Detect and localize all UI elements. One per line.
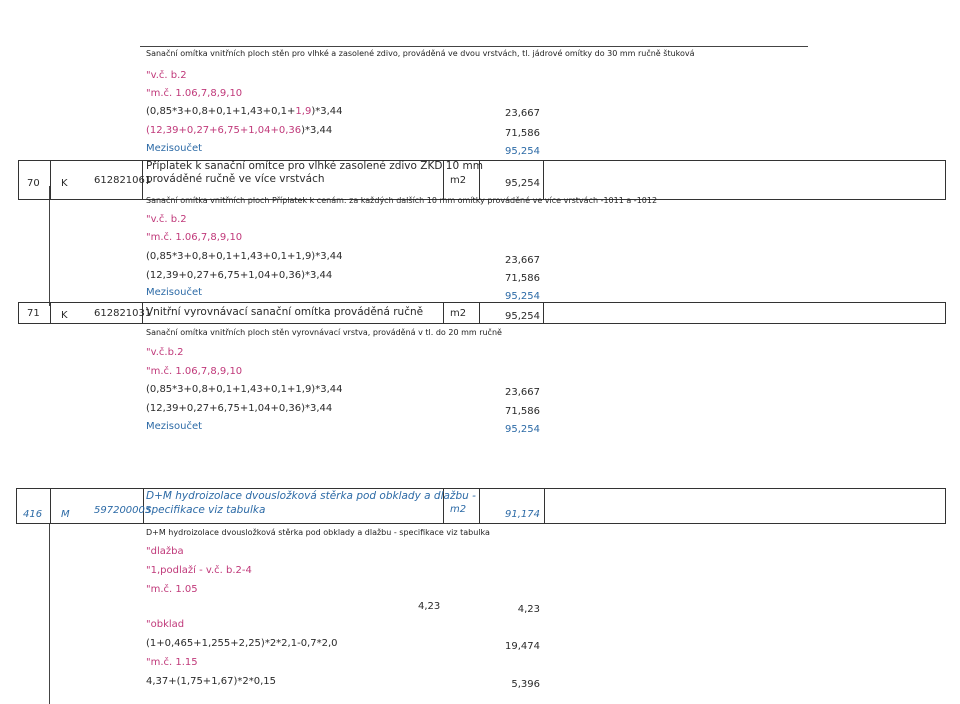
row416-desc-line2: specifikace viz tabulka [146,504,266,516]
s4-value-1: 4,23 [517,604,540,615]
s3-value-1: 23,667 [505,387,540,398]
s1-subtotal-label: Mezisoučet [146,143,203,154]
row416-desc-line1: D+M hydroizolace dvousložková stěrka pod obklady a dlažbu - [146,490,476,502]
s1-value-2: 71,586 [505,128,540,139]
row70-desc-line2: prováděné ručně ve více vrstvách [146,173,325,185]
s2-value-1: 23,667 [505,255,540,266]
row70-quantity: 95,254 [505,178,540,189]
s3-value-2: 71,586 [505,406,540,417]
s1-description: Sanační omítka vnitřních ploch stěn pro vlhké a zasolené zdivo, prováděná ve dvou vrstvách, tl. jádrové omítky do 30 mm ručně štuková [146,49,695,58]
row71-unit: m2 [450,308,467,319]
s4-formula-3: 4,37+(1,75+1,67)*2*0,15 [146,676,276,687]
row416-number: 416 [23,509,43,520]
s2-subtotal-label: Mezisoučet [146,287,203,298]
s2-line-rooms: "m.č. 1.06,7,8,9,10 [146,232,243,243]
divider [543,161,544,199]
s3-description: Sanační omítka vnitřních ploch stěn vyrovnávací vrstva, prováděná v tl. do 20 mm ručně [146,328,502,337]
s2-subtotal-value: 95,254 [505,291,540,302]
divider [544,489,545,523]
divider [443,303,444,323]
s4-line-obklad: "obklad [146,619,185,630]
row71-number: 71 [27,308,40,319]
s2-formula-1: (0,85*3+0,8+0,1+1,43+0,1+1,9)*3,44 [146,251,343,262]
s3-formula-2: (12,39+0,27+6,75+1,04+0,36)*3,44 [146,403,333,414]
s1-formula-1: (0,85*3+0,8+0,1+1,43+0,1+1,9)*3,44 [146,106,343,117]
divider [543,303,544,323]
s2-line-drawing: "v.č. b.2 [146,214,187,225]
row416-unit: m2 [450,504,467,515]
row71-type: K [61,310,68,321]
row416-type: M [61,509,70,520]
left-margin-rule [49,186,50,306]
s1-line-drawing: "v.č. b.2 [146,70,187,81]
s3-subtotal-label: Mezisoučet [146,421,203,432]
row70-number: 70 [27,178,40,189]
s2-description: Sanační omítka vnitřních ploch Příplatek k cenám: za každých dalších 10 mm omítky prováděné ve více vrstvách -1011 a -1012 [146,196,658,205]
s4-line-room-105: "m.č. 1.05 [146,584,198,595]
s4-value-2: 19,474 [505,641,540,652]
row70-type: K [61,178,68,189]
s1-line-rooms: "m.č. 1.06,7,8,9,10 [146,88,243,99]
s1-value-1: 23,667 [505,108,540,119]
s1-subtotal-value: 95,254 [505,146,540,157]
s4-line-room-115: "m.č. 1.15 [146,657,198,668]
s4-value-3: 5,396 [511,679,540,690]
s4-mid-value: 4,23 [418,601,441,612]
s1-formula-2: (12,39+0,27+6,75+1,04+0,36)*3,44 [146,125,333,136]
row71-desc-line1: Vnitřní vyrovnávací sanační omítka prováděná ručně [146,306,424,318]
s2-formula-2: (12,39+0,27+6,75+1,04+0,36)*3,44 [146,270,333,281]
s3-subtotal-value: 95,254 [505,424,540,435]
divider [50,161,51,199]
row416-code: 597200005 [94,505,152,516]
row70-code: 612821061 [94,175,152,186]
row70-unit: m2 [450,175,467,186]
s3-line-drawing: "v.č.b.2 [146,347,184,358]
s2-value-2: 71,586 [505,273,540,284]
s4-description: D+M hydroizolace dvousložková stěrka pod obklady a dlažbu - specifikace viz tabulka [146,528,490,537]
row71-quantity: 95,254 [505,311,540,322]
row70-desc-line1: Příplatek k sanační omítce pro vlhké zasolené zdivo ZKD 10 mm [146,160,483,172]
s4-formula-2: (1+0,465+1,255+2,25)*2*2,1-0,7*2,0 [146,638,338,649]
left-margin-rule-bottom [49,524,50,704]
s3-line-rooms: "m.č. 1.06,7,8,9,10 [146,366,243,377]
divider [50,489,51,523]
s3-formula-1: (0,85*3+0,8+0,1+1,43+0,1+1,9)*3,44 [146,384,343,395]
row71-code: 612821031 [94,308,152,319]
divider [50,303,51,323]
s4-line-podlazi: "1,podlaží - v.č. b.2-4 [146,565,252,576]
top-rule [140,46,808,47]
row416-quantity: 91,174 [505,509,540,520]
s4-line-dlazba: "dlažba [146,546,184,557]
